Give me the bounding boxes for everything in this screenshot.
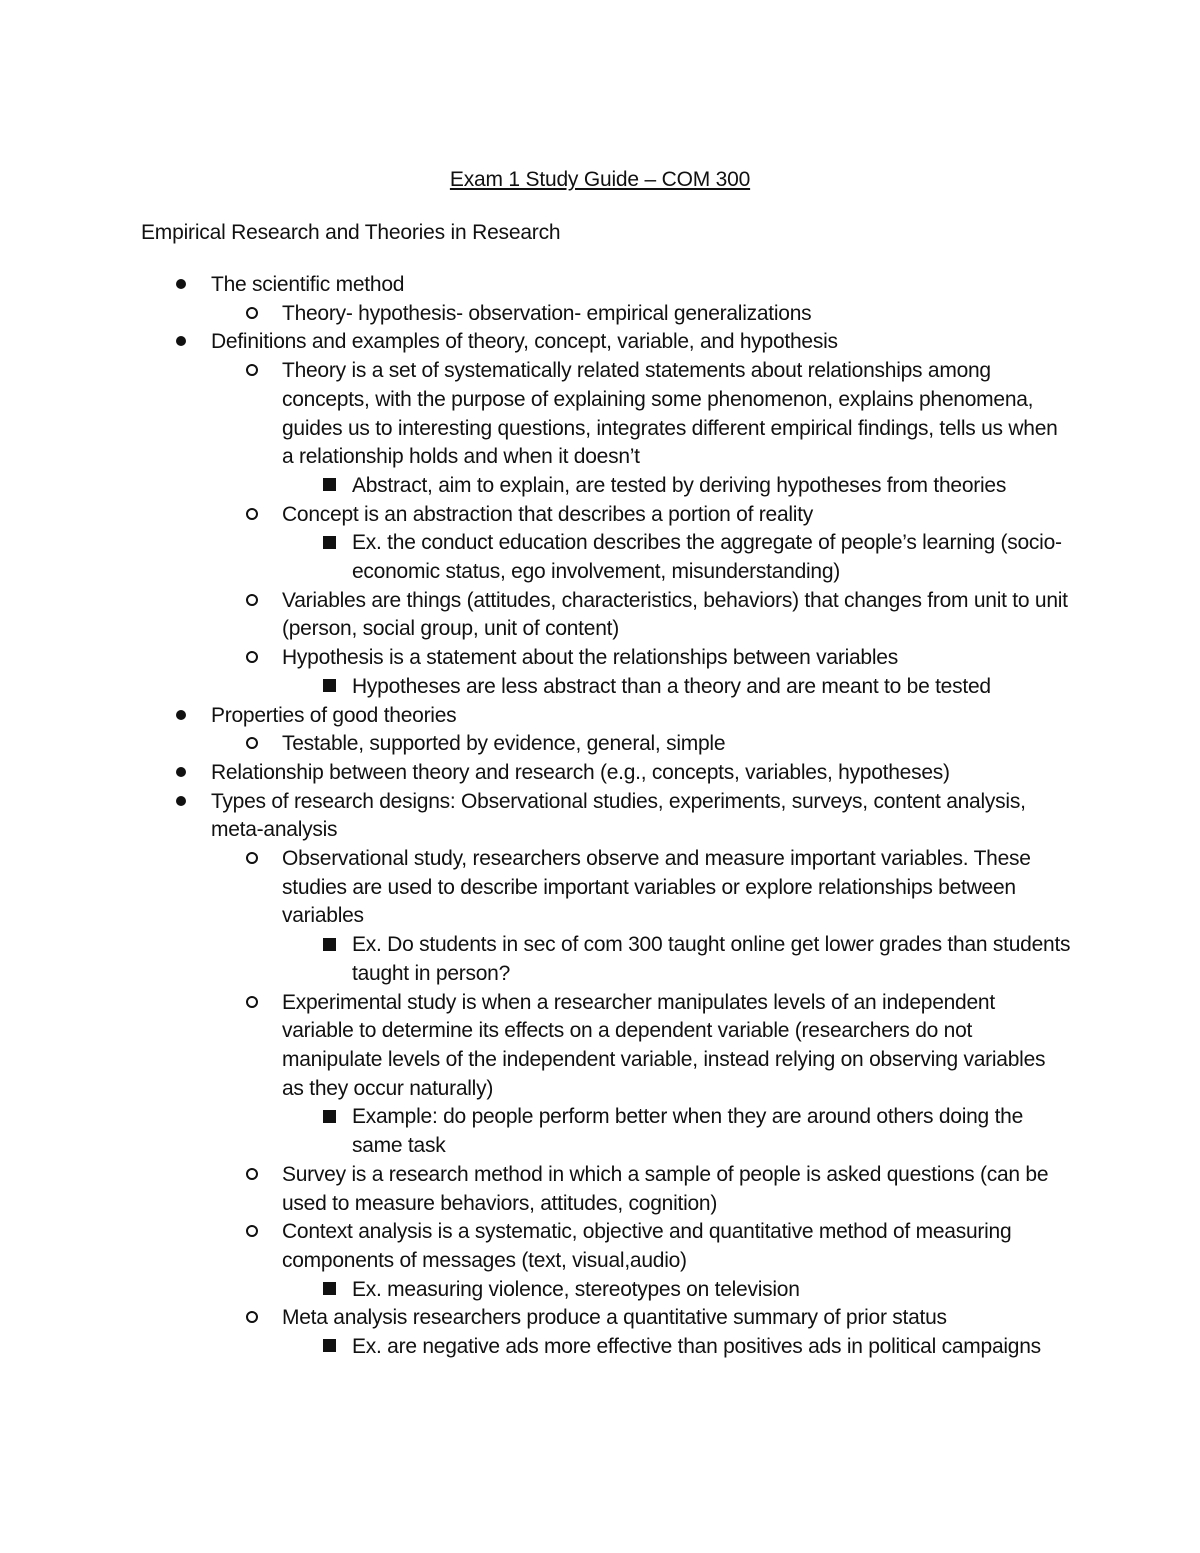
filled-bullet-icon: [171, 271, 191, 300]
hollow-bullet-icon: [242, 501, 262, 530]
outline-item-text: Properties of good theories: [211, 703, 457, 727]
outline-item-text: Survey is a research method in which a sample of people is asked questions (can be used to measure behaviors, attitudes, cognition): [282, 1162, 1049, 1215]
outline-item-text: Experimental study is when a researcher manipulates levels of an independent variable to determine its effects on a dependent variable (researchers do not manipulate levels of the independent variable, instead relying on observing variables as they occur naturally): [282, 990, 1046, 1100]
outline-item-text: Ex. Do students in sec of com 300 taught online get lower grades than students taught in person?: [352, 933, 1071, 985]
outline-item-level-3: [352, 1333, 1072, 1362]
outline-item-level-1: [211, 788, 1071, 845]
outline-item-level-2: [282, 1304, 1072, 1333]
outline-item-text: Testable, supported by evidence, general, simple: [282, 732, 726, 756]
hollow-bullet-icon: [242, 1304, 262, 1333]
outline-item-level-3: [352, 529, 1072, 586]
square-bullet-icon: [319, 1333, 339, 1362]
outline-item-level-2: [282, 357, 1072, 472]
hollow-bullet-icon: [242, 730, 262, 759]
hollow-bullet-icon: [242, 989, 262, 1018]
outline-item-level-1: [211, 759, 1071, 788]
hollow-bullet-icon: [242, 644, 262, 673]
outline-item-level-2: [282, 1218, 1072, 1275]
outline-item-text: Variables are things (attitudes, characteristics, behaviors) that changes from unit to unit (person, social group, unit of content): [282, 588, 1068, 641]
outline-item-level-3: [352, 472, 1072, 501]
filled-bullet-icon: [171, 702, 191, 731]
outline-item-level-2: [282, 300, 1072, 329]
hollow-bullet-icon: [242, 845, 262, 874]
outline-item-level-2: [282, 587, 1072, 644]
outline-item-text: Hypothesis is a statement about the relationships between variables: [282, 646, 898, 670]
square-bullet-icon: [319, 673, 339, 702]
outline-item-level-2: [282, 989, 1072, 1104]
square-bullet-icon: [319, 1103, 339, 1132]
outline-item-text: Relationship between theory and research (e.g., concepts, variables, hypotheses): [211, 760, 950, 784]
outline-item-text: Hypotheses are less abstract than a theory and are meant to be tested: [352, 674, 991, 698]
square-bullet-icon: [319, 1276, 339, 1305]
outline-item-text: Ex. measuring violence, stereotypes on television: [352, 1277, 800, 1301]
outline-item-level-2: [282, 845, 1072, 931]
section-heading: Empirical Research and Theories in Research: [141, 221, 561, 244]
filled-bullet-icon: [171, 328, 191, 357]
outline-item-text: Meta analysis researchers produce a quantitative summary of prior status: [282, 1306, 947, 1330]
outline-item-text: Ex. are negative ads more effective than positives ads in political campaigns: [352, 1335, 1041, 1359]
outline-item-level-1: [211, 328, 1071, 357]
outline-item-text: Ex. the conduct education describes the aggregate of people’s learning (socio-economic status, ego involvement, misunderstanding): [352, 531, 1062, 584]
outline-item-level-2: [282, 501, 1072, 530]
square-bullet-icon: [319, 529, 339, 558]
outline-item-text: Example: do people perform better when they are around others doing the same task: [352, 1105, 1024, 1158]
filled-bullet-icon: [171, 759, 191, 788]
outline-item-text: The scientific method: [211, 273, 405, 296]
outline-list: [0, 271, 1200, 1362]
outline-item-text: Context analysis is a systematic, objective and quantitative method of measuring components of messages (text, visual,audio): [282, 1220, 1012, 1272]
hollow-bullet-icon: [242, 357, 262, 386]
filled-bullet-icon: [171, 788, 191, 817]
hollow-bullet-icon: [242, 587, 262, 616]
page-title: Exam 1 Study Guide – COM 300: [449, 168, 751, 191]
outline-item-level-3: [352, 1276, 1072, 1305]
hollow-bullet-icon: [242, 1161, 262, 1190]
outline-item-level-1: [211, 702, 1071, 731]
outline-item-level-2: [282, 1161, 1072, 1218]
outline-item-text: Theory- hypothesis- observation- empirical generalizations: [282, 301, 812, 325]
hollow-bullet-icon: [242, 1218, 262, 1247]
outline-item-text: Observational study, researchers observe and measure important variables. These studies are used to describe important variables or explore relationships between variables: [282, 847, 1031, 928]
outline-item-text: Types of research designs: Observational studies, experiments, surveys, content analysis, meta-analysis: [211, 789, 1026, 842]
square-bullet-icon: [319, 931, 339, 960]
hollow-bullet-icon: [242, 300, 262, 329]
outline-item-level-3: [352, 673, 1072, 702]
outline-item-text: Abstract, aim to explain, are tested by deriving hypotheses from theories: [352, 473, 1007, 497]
outline-item-level-1: [211, 271, 1071, 300]
outline-item-level-2: [282, 644, 1072, 673]
outline-item-text: Theory is a set of systematically related statements about relationships among concepts, with the purpose of explaining some phenomenon, explains phenomena, guides us to interesting questions, integrates different empirical findings, tells us when a relationship holds and when it doesn’t: [282, 359, 1058, 469]
square-bullet-icon: [319, 472, 339, 501]
outline-item-level-3: [352, 931, 1072, 988]
outline-item-level-2: [282, 730, 1072, 759]
outline-item-text: Concept is an abstraction that describes a portion of reality: [282, 502, 814, 526]
outline-item-text: Definitions and examples of theory, concept, variable, and hypothesis: [211, 330, 838, 354]
outline-item-level-3: [352, 1103, 1072, 1160]
